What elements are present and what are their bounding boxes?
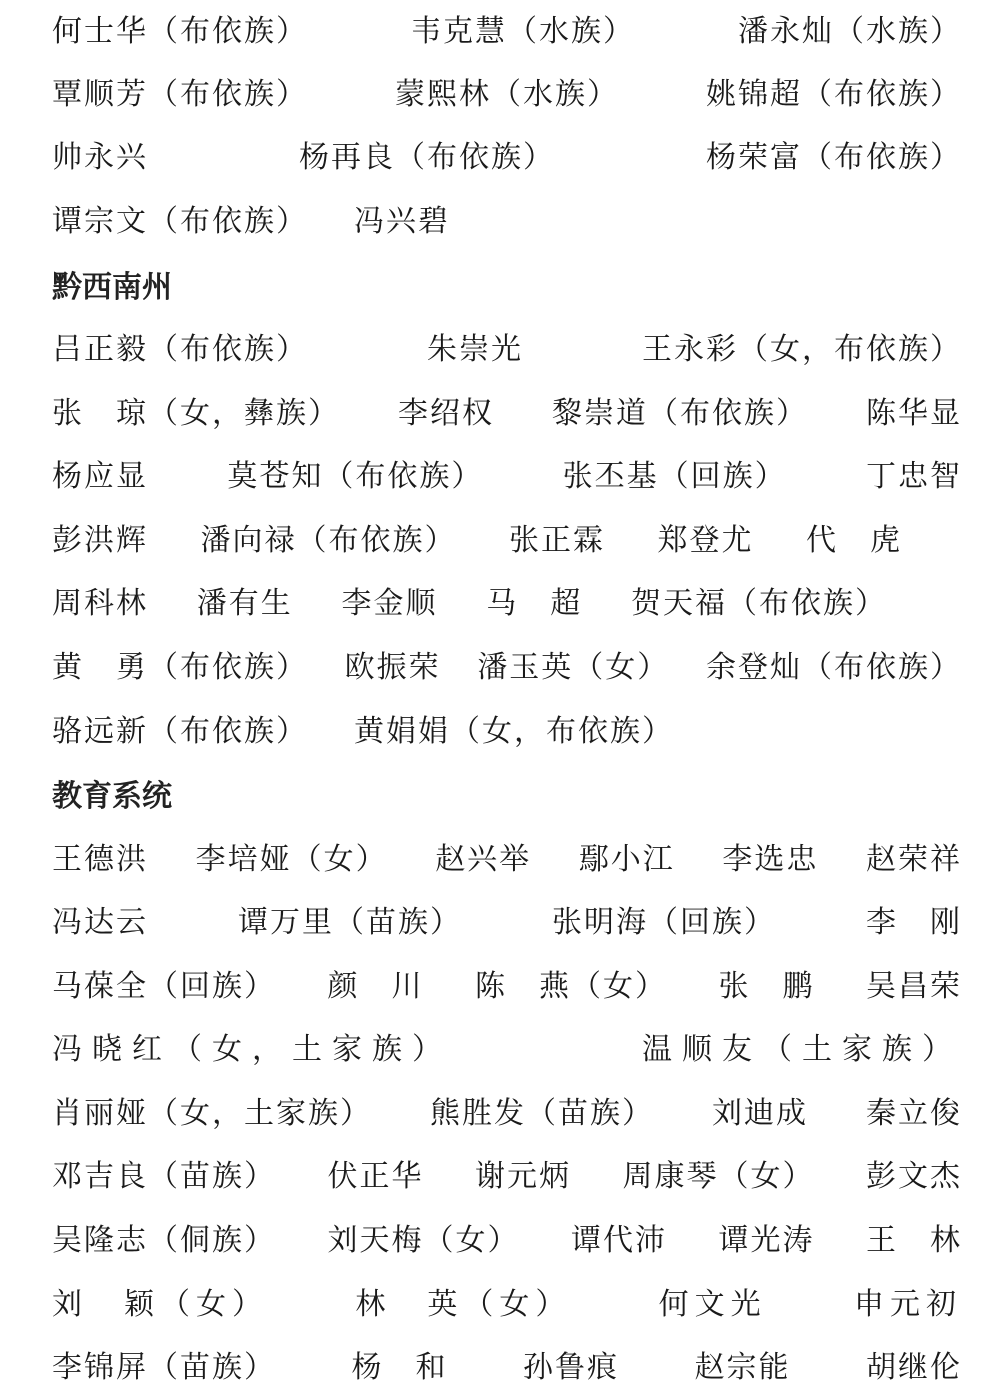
person-name: 李选忠 <box>722 842 819 877</box>
person-name: 鄢小江 <box>578 842 675 877</box>
person-name: 王德洪 <box>52 842 148 877</box>
person-name: 赵宗能 <box>694 1350 791 1385</box>
person-name: 杨再良（布依族） <box>299 140 555 175</box>
person-name: 丁忠智 <box>865 459 962 494</box>
person-name: 温顺友（土家族） <box>642 1032 962 1067</box>
name-line <box>52 517 902 565</box>
person-name: 李绍权 <box>398 396 494 431</box>
person-name: 彭文杰 <box>866 1159 962 1194</box>
section-heading: 黔西南州 <box>52 270 172 305</box>
person-name: 吴隆志（侗族） <box>52 1223 276 1258</box>
person-name: 贺天福（布依族） <box>631 586 887 621</box>
name-line <box>52 134 962 182</box>
person-name: 潘永灿（水族） <box>738 14 962 49</box>
person-name: 黄娟娟（女，布依族） <box>354 714 674 749</box>
person-name: 何文光 <box>658 1287 767 1322</box>
person-name: 李金顺 <box>341 586 438 621</box>
person-name: 郑登尤 <box>657 523 754 558</box>
person-name: 陈华显 <box>866 396 962 431</box>
person-name: 朱崇光 <box>427 332 523 367</box>
person-name: 李培娅（女） <box>195 842 388 877</box>
person-name: 刘迪成 <box>712 1096 808 1131</box>
person-name: 秦立俊 <box>866 1096 962 1131</box>
person-name: 吴昌荣 <box>866 969 962 1004</box>
person-name: 骆远新（布依族） <box>52 714 308 749</box>
person-name: 冯晓红（女，土家族） <box>52 1032 452 1067</box>
person-name: 黄 勇（布依族） <box>52 650 308 685</box>
person-name: 覃顺芳（布依族） <box>52 77 308 112</box>
person-name: 杨应显 <box>52 459 148 494</box>
person-name: 王 林 <box>866 1223 962 1258</box>
person-name: 张 鹏 <box>718 969 815 1004</box>
person-name: 颜 川 <box>327 969 424 1004</box>
name-line <box>52 1026 962 1074</box>
person-name: 余登灿（布依族） <box>705 650 962 685</box>
person-name: 蒙熙林（水族） <box>395 77 619 112</box>
person-name: 冯兴碧 <box>354 204 450 239</box>
name-line <box>52 580 887 628</box>
person-name: 马葆全（回族） <box>52 969 276 1004</box>
name-line <box>52 1217 962 1265</box>
person-name: 冯达云 <box>52 905 148 940</box>
person-name: 孙鲁痕 <box>523 1350 619 1385</box>
person-name: 邓吉良（苗族） <box>52 1159 276 1194</box>
person-name: 刘天梅（女） <box>327 1223 520 1258</box>
person-name: 莫苍知（布依族） <box>227 459 484 494</box>
person-name: 张丕基（回族） <box>562 459 787 494</box>
person-name: 李 刚 <box>866 905 962 940</box>
person-name: 马 超 <box>486 586 583 621</box>
person-name: 伏正华 <box>327 1159 424 1194</box>
person-name: 潘向禄（布依族） <box>200 523 457 558</box>
name-line <box>52 836 962 884</box>
name-line <box>52 1281 962 1329</box>
name-line <box>52 326 962 374</box>
person-name: 谢元炳 <box>475 1159 571 1194</box>
person-name: 代 虎 <box>806 523 902 558</box>
person-name: 姚锦超（布依族） <box>706 77 962 112</box>
person-name: 杨荣富（布依族） <box>706 140 962 175</box>
person-name: 谭代沛 <box>571 1223 667 1258</box>
person-name: 韦克慧（水族） <box>411 14 635 49</box>
person-name: 张正霖 <box>509 523 605 558</box>
person-name: 王永彩（女，布依族） <box>642 332 962 367</box>
name-line <box>52 644 962 692</box>
person-name: 刘 颖（女） <box>52 1287 268 1322</box>
person-name: 吕正毅（布依族） <box>52 332 308 367</box>
person-name: 潘玉英（女） <box>477 650 670 685</box>
person-name: 陈 燕（女） <box>475 969 667 1004</box>
person-name: 周科林 <box>52 586 148 621</box>
person-name: 李锦屏（苗族） <box>52 1350 276 1385</box>
name-line <box>52 71 962 119</box>
name-line <box>52 899 962 947</box>
name-line <box>52 390 962 438</box>
person-name: 申元初 <box>853 1287 962 1322</box>
name-line <box>52 708 962 756</box>
name-line <box>52 8 962 56</box>
name-line <box>52 1344 962 1392</box>
person-name: 帅永兴 <box>52 140 148 175</box>
person-name: 谭宗文（布依族） <box>52 204 308 239</box>
person-name: 赵荣祥 <box>865 842 962 877</box>
person-name: 何士华（布依族） <box>52 14 308 49</box>
person-name: 杨 和 <box>351 1350 448 1385</box>
person-name: 熊胜发（苗族） <box>430 1096 654 1131</box>
person-name: 欧振荣 <box>344 650 441 685</box>
person-name: 胡继伦 <box>866 1350 962 1385</box>
person-name: 谭万里（苗族） <box>238 905 462 940</box>
person-name: 肖丽娅（女，土家族） <box>52 1096 372 1131</box>
person-name: 张 琼（女，彝族） <box>52 396 340 431</box>
person-name: 黎崇道（布依族） <box>552 396 808 431</box>
name-line <box>52 963 962 1011</box>
person-name: 谭光涛 <box>718 1223 815 1258</box>
name-line <box>52 453 962 501</box>
person-name: 林 英（女） <box>355 1287 572 1322</box>
name-line <box>52 1153 962 1201</box>
name-line <box>52 1090 962 1138</box>
name-line <box>52 198 962 246</box>
person-name: 彭洪辉 <box>52 523 148 558</box>
person-name: 赵兴举 <box>435 842 532 877</box>
section-heading: 教育系统 <box>52 779 172 814</box>
person-name: 潘有生 <box>196 586 293 621</box>
person-name: 周康琴（女） <box>622 1159 815 1194</box>
person-name: 张明海（回族） <box>552 905 776 940</box>
